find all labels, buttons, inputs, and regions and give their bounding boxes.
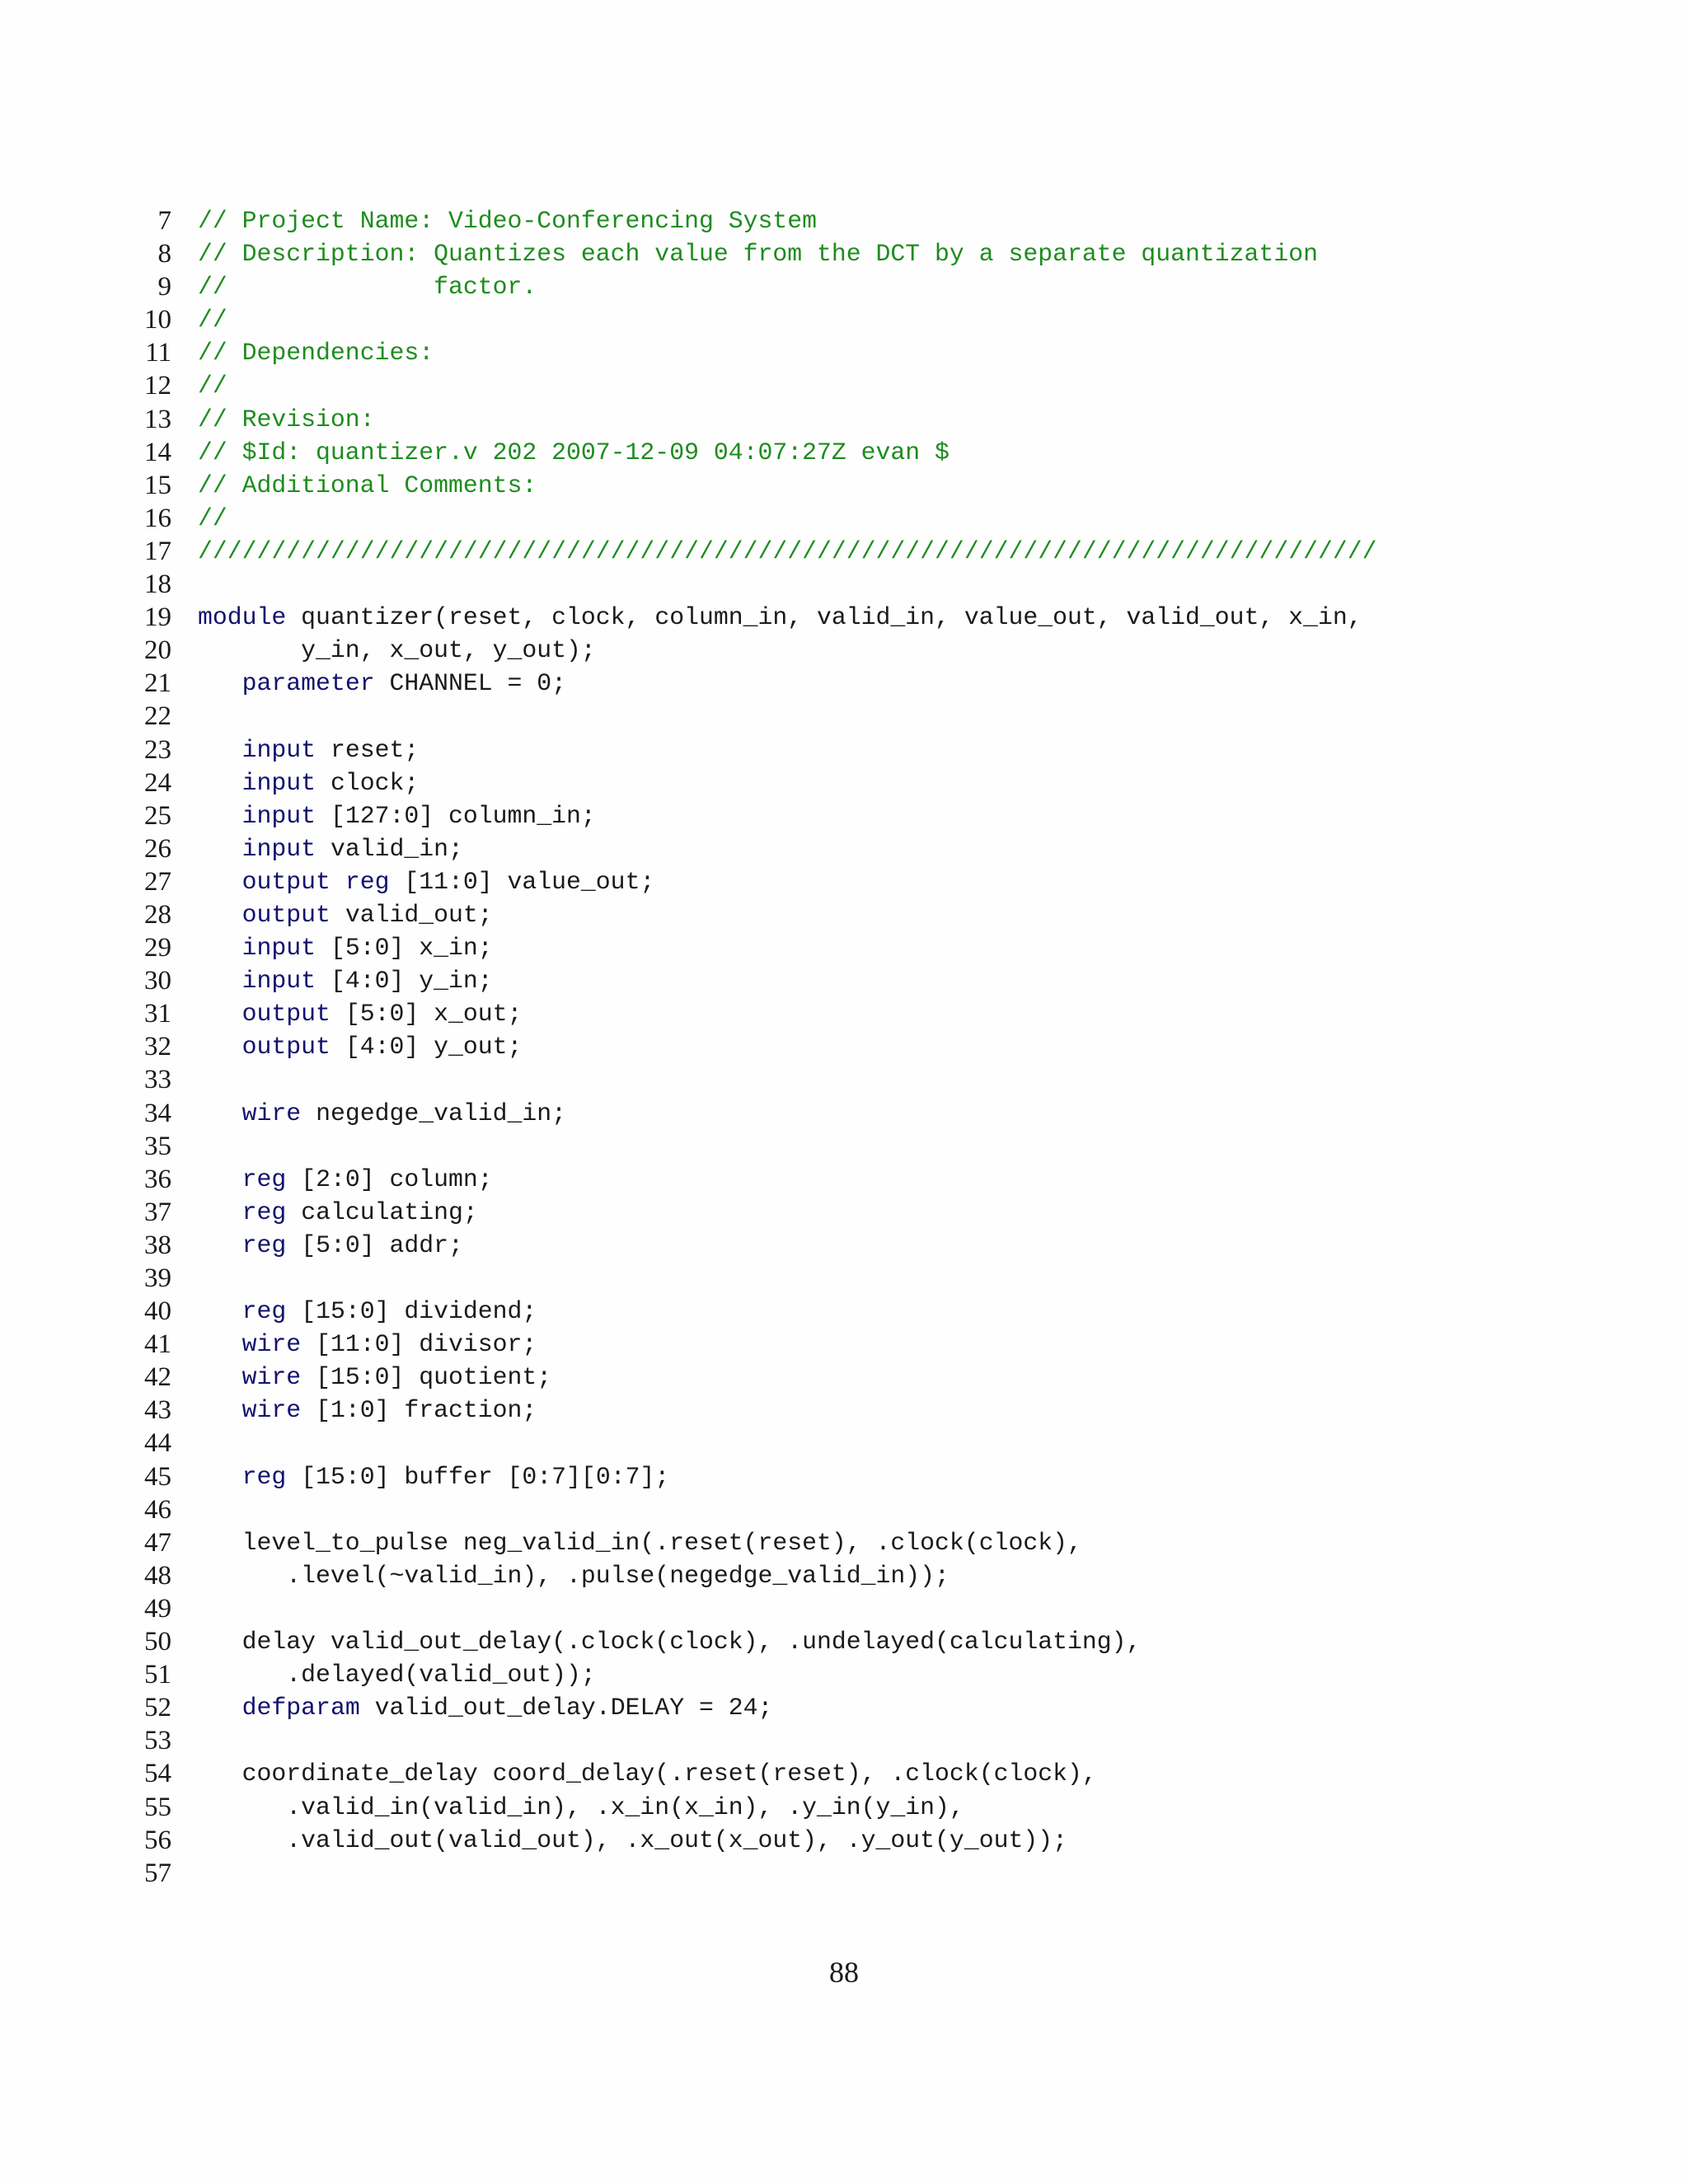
code-line [0,832,1688,865]
code-token [198,1099,242,1127]
line-number: 45 [144,1461,171,1492]
code-comment: // Revision: [198,405,375,434]
code-token [198,1330,242,1358]
line-number: 44 [144,1428,171,1459]
code-line [0,733,1688,766]
code-keyword: wire [241,1363,302,1392]
code-keyword: reg [241,1462,287,1491]
line-number: 36 [144,1164,171,1194]
line-number: 13 [144,404,171,434]
line-number: 27 [144,866,171,897]
code-text [198,832,463,865]
code-token [198,736,242,764]
code-token [198,901,242,929]
code-token: .delayed(valid_out)); [198,1661,596,1690]
code-line [0,1063,1688,1096]
code-line [0,1328,1688,1361]
code-token [198,802,242,830]
code-token: [11:0] divisor; [301,1330,537,1359]
code-keyword: wire [241,1396,302,1425]
code-line [0,237,1688,270]
line-number: 29 [144,933,171,963]
code-text [198,1097,566,1130]
line-number: 10 [144,305,171,335]
code-line [0,270,1688,303]
code-token: [15:0] dividend; [286,1297,537,1326]
code-token [198,1033,242,1061]
code-token: level_to_pulse neg_valid_in(.reset(reset), .clock(clock), [198,1528,1082,1557]
code-line [0,1097,1688,1130]
code-comment: // Description: Quantizes each value from the DCT by a separate quantization [198,240,1318,269]
code-comment: // [198,306,227,335]
code-token [198,1363,242,1391]
code-line [0,1229,1688,1262]
code-text [198,931,493,964]
line-number: 51 [144,1660,171,1690]
code-keyword: reg [241,1165,287,1193]
code-comment: // Additional Comments: [198,471,537,499]
code-text [198,303,227,336]
code-line [0,931,1688,964]
line-number: 42 [144,1362,171,1393]
code-text [198,1328,537,1361]
code-text [198,1163,493,1196]
code-line [0,535,1688,568]
code-token [198,934,242,962]
code-text [198,436,950,469]
code-keyword: input [241,735,316,764]
code-text [198,667,566,700]
code-text [198,369,227,402]
code-keyword: input [241,834,316,863]
code-line [0,700,1688,733]
code-line [0,204,1688,237]
code-token [198,1165,242,1193]
line-number: 7 [157,206,171,236]
code-text [198,766,419,799]
code-token: reset; [316,735,420,764]
line-number: 30 [144,966,171,996]
code-line [0,1658,1688,1691]
line-number: 22 [144,701,171,732]
code-keyword: defparam [241,1694,360,1722]
code-line [0,1196,1688,1229]
code-line [0,898,1688,931]
code-line [0,1791,1688,1824]
line-number: 24 [144,767,171,798]
code-line [0,1394,1688,1427]
code-line [0,1757,1688,1790]
code-token: [11:0] value_out; [389,867,655,896]
code-text [198,237,1318,270]
line-number: 34 [144,1098,171,1128]
code-keyword: output [241,1033,331,1062]
code-text [198,270,537,303]
code-token: y_in, x_out, y_out); [198,636,596,665]
code-token: [2:0] column; [286,1165,493,1193]
code-line [0,1460,1688,1493]
code-line [0,1493,1688,1526]
code-line [0,865,1688,898]
code-text [198,1526,1082,1559]
line-number: 31 [144,999,171,1029]
line-number: 43 [144,1395,171,1426]
code-line [0,1163,1688,1196]
line-number: 55 [144,1792,171,1822]
code-text [198,1824,1067,1857]
code-text [198,336,434,369]
line-number: 26 [144,833,171,864]
line-number: 32 [144,1032,171,1062]
code-line [0,1295,1688,1328]
line-number: 8 [157,239,171,269]
code-line [0,1427,1688,1460]
code-line [0,469,1688,502]
code-line [0,964,1688,997]
line-number: 18 [144,569,171,600]
code-text [198,601,1362,634]
code-line [0,1625,1688,1658]
code-keyword: reg [241,1197,287,1226]
line-number: 40 [144,1296,171,1327]
code-token [198,669,242,697]
code-keyword: input [241,967,316,996]
code-token: [5:0] x_out; [330,1000,523,1029]
code-token: .valid_in(valid_in), .x_in(x_in), .y_in(y_in), [198,1793,964,1821]
code-keyword: output reg [241,867,390,896]
code-keyword: module [198,603,287,632]
line-number: 17 [144,536,171,566]
code-token: coordinate_delay coord_delay(.reset(reset), .clock(clock), [198,1760,1097,1788]
code-line [0,568,1688,601]
code-token: CHANNEL = 0; [374,669,567,698]
code-text [198,964,493,997]
code-keyword: output [241,1000,331,1029]
code-text [198,865,654,898]
code-token [198,1297,242,1325]
line-number: 52 [144,1693,171,1723]
code-line [0,1262,1688,1295]
code-line [0,369,1688,402]
code-token: [4:0] y_in; [316,967,493,996]
line-number: 46 [144,1494,171,1525]
line-number: 15 [144,470,171,500]
code-token [198,1396,242,1424]
code-comment: // Dependencies: [198,339,434,368]
code-text [198,1295,537,1328]
code-line [0,1824,1688,1857]
line-number: 12 [144,371,171,401]
code-text [198,997,522,1030]
code-line [0,799,1688,832]
code-token [198,967,242,995]
code-keyword: input [241,801,316,830]
code-token: [15:0] quotient; [301,1363,552,1392]
code-text [198,1658,596,1691]
line-number: 16 [144,503,171,533]
line-number: 47 [144,1527,171,1558]
code-text [198,733,419,766]
code-text [198,1460,669,1493]
code-text [198,403,375,436]
line-number: 33 [144,1065,171,1095]
code-keyword: input [241,934,316,963]
code-token: .level(~valid_in), .pulse(negedge_valid_in)); [198,1561,950,1590]
line-number: 20 [144,635,171,666]
code-token [198,1000,242,1028]
line-number: 49 [144,1593,171,1624]
line-number: 50 [144,1627,171,1657]
code-keyword: wire [241,1330,302,1359]
code-line [0,436,1688,469]
code-token: [1:0] fraction; [301,1396,537,1425]
line-number: 57 [144,1858,171,1888]
code-token: clock; [316,768,420,797]
line-number: 14 [144,437,171,467]
line-number: 41 [144,1329,171,1360]
line-number: 37 [144,1197,171,1227]
line-number: 56 [144,1825,171,1855]
code-text [198,1559,950,1592]
code-text [198,469,537,502]
code-comment: // [198,504,227,532]
code-keyword: parameter [241,669,375,698]
line-number: 48 [144,1560,171,1591]
code-text [198,634,596,667]
code-token [198,868,242,896]
code-token: [15:0] buffer [0:7][0:7]; [286,1462,670,1491]
code-line [0,1857,1688,1890]
line-number: 54 [144,1759,171,1789]
code-line [0,766,1688,799]
code-text [198,1625,1141,1658]
code-line [0,502,1688,535]
code-text [198,1196,478,1229]
code-line [0,1526,1688,1559]
code-token [198,1198,242,1226]
code-token: [5:0] addr; [286,1230,463,1259]
code-line [0,303,1688,336]
code-text [198,535,1376,568]
code-keyword: reg [241,1297,287,1326]
code-text [198,1361,551,1394]
code-text [198,1229,463,1262]
code-line [0,336,1688,369]
line-number: 53 [144,1726,171,1756]
code-line [0,1559,1688,1592]
line-number: 28 [144,899,171,930]
code-token [198,769,242,797]
code-text [198,1394,537,1427]
code-text [198,204,817,237]
code-token: .valid_out(valid_out), .x_out(x_out), .y_out(y_out)); [198,1825,1067,1854]
code-text [198,1791,964,1824]
line-number: 25 [144,800,171,831]
code-comment: // [198,372,227,401]
code-comment: // Project Name: Video-Conferencing System [198,207,818,235]
code-token: valid_out_delay.DELAY = 24; [359,1694,773,1722]
line-number: 19 [144,602,171,633]
code-text [198,1691,772,1724]
code-line [0,403,1688,436]
code-text [198,799,596,832]
code-line [0,1130,1688,1163]
line-number: 39 [144,1263,171,1293]
line-number: 38 [144,1230,171,1260]
code-text [198,1030,522,1063]
code-keyword: input [241,768,316,797]
code-keyword: wire [241,1099,302,1127]
line-number: 11 [145,338,171,368]
code-line [0,1030,1688,1063]
code-token [198,835,242,863]
code-listing [0,204,1688,1890]
code-token: quantizer(reset, clock, column_in, valid_in, value_out, valid_out, x_in, [286,603,1362,632]
code-line [0,601,1688,634]
code-comment: // factor. [198,273,537,302]
code-token: calculating; [286,1197,478,1226]
code-token: negedge_valid_in; [301,1099,567,1127]
line-number: 21 [144,668,171,699]
code-token [198,1694,242,1722]
code-line [0,997,1688,1030]
code-line [0,1691,1688,1724]
code-line [0,1592,1688,1625]
code-keyword: reg [241,1230,287,1259]
page-number: 88 [829,1956,859,1989]
code-text [198,502,227,535]
code-line [0,667,1688,700]
line-number: 9 [157,272,171,302]
code-token: [5:0] x_in; [316,934,493,963]
code-text [198,898,493,931]
line-number: 35 [144,1131,171,1161]
code-line [0,634,1688,667]
code-text [198,1757,1097,1790]
code-token: [4:0] y_out; [330,1033,523,1062]
code-keyword: output [241,900,331,929]
code-token [198,1463,242,1491]
code-token: valid_out; [330,900,493,929]
line-number: 23 [144,734,171,765]
code-comment: // $Id: quantizer.v 202 2007-12-09 04:07:27Z evan $ [198,438,950,466]
code-token: valid_in; [316,834,463,863]
code-comment: //////////////////////////////////////////////////////////////////////////////// [198,537,1377,565]
code-token: delay valid_out_delay(.clock(clock), .undelayed(calculating), [198,1628,1142,1657]
code-line [0,1724,1688,1757]
code-token [198,1231,242,1259]
code-line [0,1361,1688,1394]
code-token: [127:0] column_in; [316,801,596,830]
